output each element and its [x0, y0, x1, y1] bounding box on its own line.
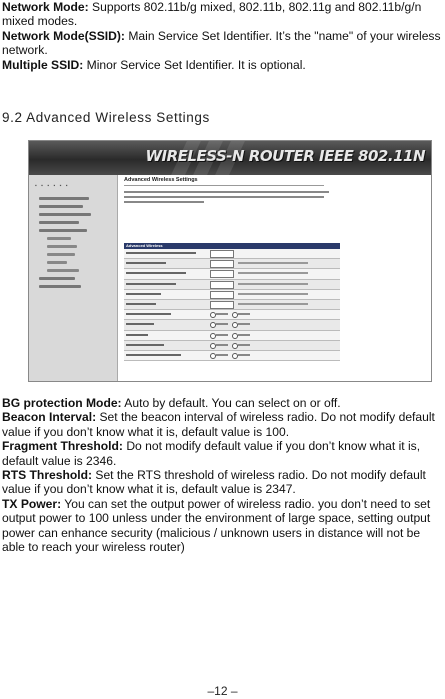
panel-description-line	[124, 191, 329, 193]
panel-title: Advanced Wireless Settings	[124, 177, 198, 183]
bg-protection-label: BG protection Mode:	[2, 396, 122, 410]
router-settings-screenshot	[28, 140, 432, 382]
sidebar-item	[39, 229, 87, 232]
router-sidebar	[29, 175, 118, 381]
multiple-ssid-label: Multiple SSID:	[2, 57, 84, 72]
table-row	[124, 320, 340, 330]
banner-title: WIRELESS-N ROUTER IEEE 802.11N	[145, 147, 425, 165]
title-divider	[124, 185, 324, 186]
ssid-label: Network Mode(SSID):	[2, 28, 125, 43]
beacon-interval-text: Set the beacon interval of wireless radio. Do not modify default value if you don’t know what it is, default value is 100.	[2, 410, 435, 439]
table-header: Advanced Wireless	[124, 243, 340, 249]
fragment-threshold-text: Do not modify default value if you don’t know what it is, default value is 2346.	[2, 439, 421, 468]
sidebar-logo: ▪ ▪ ▪ ▪ ▪ ▪	[35, 183, 70, 189]
rts-threshold-text: Set the RTS threshold of wireless radio. Do not modify default value if you don’t know what it is, default value is 2347.	[2, 468, 426, 497]
table-row	[124, 259, 340, 269]
panel-description-line	[124, 196, 324, 198]
intro-paragraph	[2, 0, 443, 72]
sidebar-subitem	[47, 237, 71, 240]
table-row	[124, 341, 340, 351]
network-mode-label: Network Mode:	[2, 0, 89, 14]
sidebar-subitem	[47, 253, 75, 256]
sidebar-item	[39, 285, 81, 288]
rts-threshold-label: RTS Threshold:	[2, 468, 93, 483]
table-row	[124, 269, 340, 279]
sidebar-item	[39, 221, 79, 224]
table-row	[124, 351, 340, 361]
sidebar-item	[39, 213, 91, 216]
ssid-text: Main Service Set Identifier. It’s the "name" of your wireless network.	[2, 28, 441, 58]
table-row	[124, 280, 340, 290]
table-row	[124, 300, 340, 310]
sidebar-item	[39, 277, 75, 280]
sidebar-item	[39, 197, 89, 200]
settings-table	[124, 243, 340, 361]
network-mode-text: Supports 802.11b/g mixed, 802.11b, 802.11g and 802.11b/g/n mixed modes.	[2, 0, 422, 29]
router-content	[118, 175, 431, 381]
sidebar-subitem	[47, 261, 67, 264]
page-number: –12 –	[207, 684, 238, 698]
description-paragraph	[2, 396, 443, 554]
fragment-threshold-label: Fragment Threshold:	[2, 439, 123, 454]
table-row	[124, 310, 340, 320]
bg-protection-text: Auto by default. You can select on or off.	[121, 396, 341, 410]
router-banner	[29, 141, 431, 175]
table-row	[124, 331, 340, 341]
beacon-interval-label: Beacon Interval:	[2, 410, 97, 425]
sidebar-subitem	[47, 269, 79, 272]
sidebar-subitem	[47, 245, 77, 248]
table-row	[124, 249, 340, 259]
multiple-ssid-text: Minor Service Set Identifier. It is optional.	[83, 57, 306, 72]
sidebar-item	[39, 205, 83, 208]
section-heading: 9.2 Advanced Wireless Settings	[2, 110, 210, 125]
tx-power-label: TX Power:	[2, 496, 62, 511]
panel-description-line	[124, 201, 204, 203]
tx-power-text: You can set the output power of wireless radio. you don’t need to set output power to 100 unless under the environment of large space, setting output power can enhance security (malicious / unknown users in distance will not be able to reach your wireless router)	[2, 496, 431, 555]
table-row	[124, 290, 340, 300]
